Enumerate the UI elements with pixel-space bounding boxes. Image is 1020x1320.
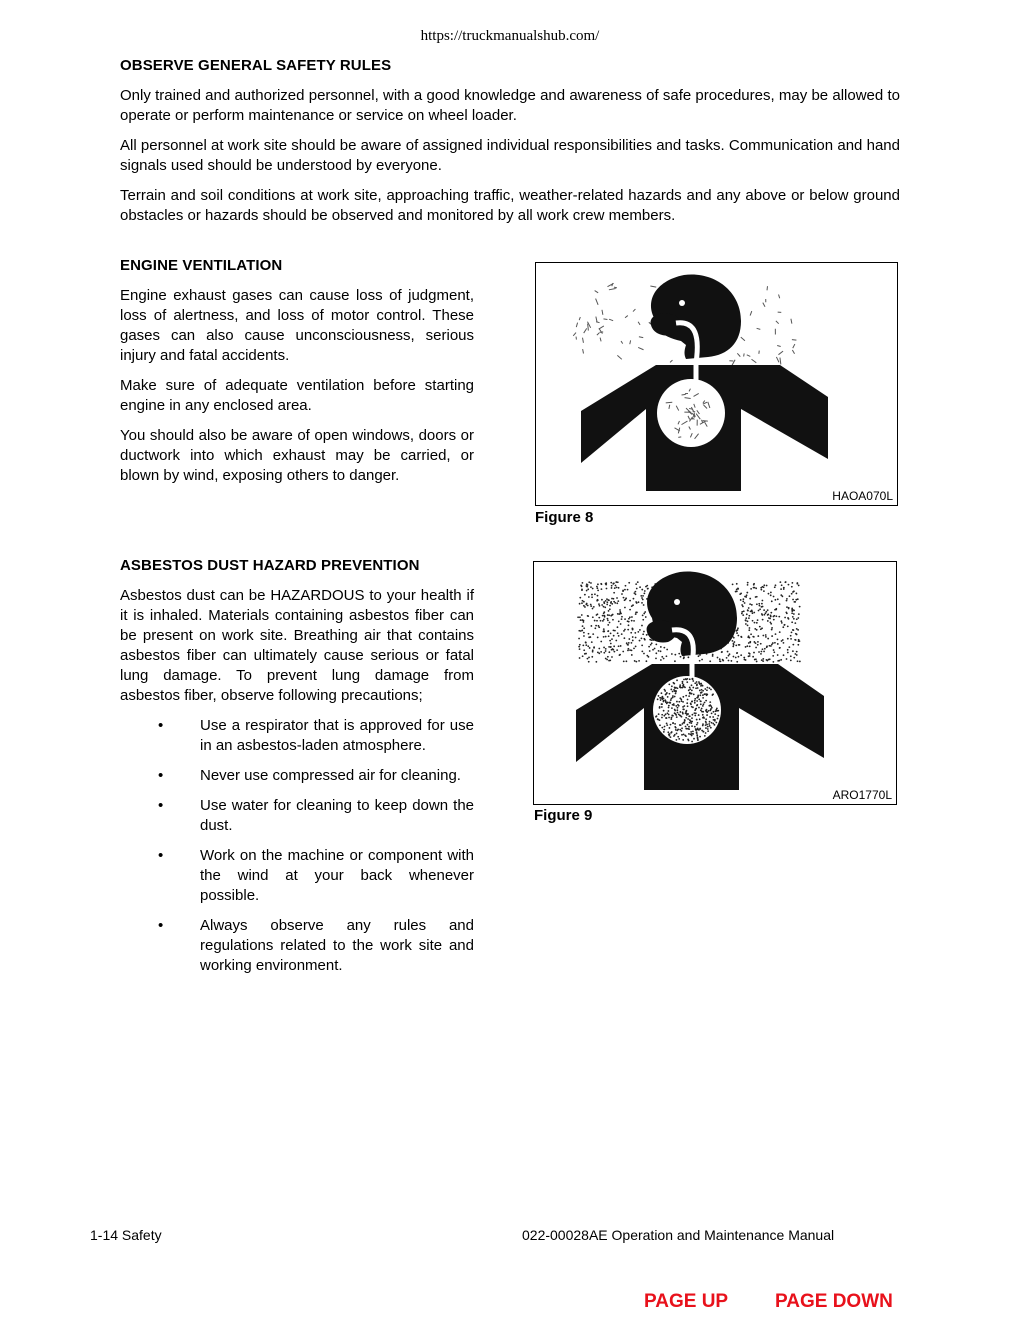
figure-9 xyxy=(533,561,897,805)
section-title: ASBESTOS DUST HAZARD PREVENTION xyxy=(120,557,420,574)
paragraph: Asbestos dust can be HAZARDOUS to your health if it is inhaled. Materials containing asbestos fiber can be present on work site. Breathing air that contains asbestos fiber can ultimately cause serious or fatal lung damage. To prevent lung damage from asbestos fiber, observe following precautions; xyxy=(120,587,474,704)
list-item xyxy=(120,796,474,836)
list-item-text: Use water for cleaning to keep down the dust. xyxy=(200,797,474,834)
bullet-icon: • xyxy=(158,717,164,734)
paragraph: Only trained and authorized personnel, with a good knowledge and awareness of safe procedures, may be allowed to operate or perform maintenance or service on wheel loader. xyxy=(120,87,900,124)
asbestos-dust-inhalation-icon xyxy=(534,562,896,804)
section-asbestos xyxy=(120,557,474,976)
list-item-text: Never use compressed air for cleaning. xyxy=(200,767,461,784)
figure-code: HAOA070L xyxy=(832,489,893,503)
list-item xyxy=(120,766,474,786)
paragraph: Make sure of adequate ventilation before starting engine in any enclosed area. xyxy=(120,377,474,414)
list-item-text: Use a respirator that is approved for use in an asbestos-laden atmosphere. xyxy=(200,717,474,754)
section-title: OBSERVE GENERAL SAFETY RULES xyxy=(120,57,392,74)
list-item-text: Work on the machine or component with the wind at your back whenever possible. xyxy=(200,847,474,904)
section-engine-ventilation xyxy=(120,257,474,486)
bullet-icon: • xyxy=(158,847,164,864)
list-item xyxy=(120,916,474,976)
page-down-link[interactable]: PAGE DOWN xyxy=(775,1291,893,1312)
figure-code: ARO1770L xyxy=(832,788,892,802)
paragraph: Terrain and soil conditions at work site, approaching traffic, weather-related hazards and any above or below ground obstacles or hazards should be observed and monitored by all work crew members. xyxy=(120,187,900,224)
list-item xyxy=(120,846,474,906)
figure-caption: Figure 9 xyxy=(534,807,593,824)
section-general-safety xyxy=(120,57,900,226)
paragraph: Engine exhaust gases can cause loss of judgment, loss of alertness, and loss of motor control. These gases can also cause unconsciousness, serious injury and fatal accidents. xyxy=(120,287,474,364)
paragraph: You should also be aware of open windows, doors or ductwork into which exhaust may be carried, or blown by wind, exposing others to danger. xyxy=(120,427,474,484)
exhaust-gas-inhalation-icon xyxy=(536,263,897,505)
bullet-icon: • xyxy=(158,767,164,784)
paragraph: All personnel at work site should be aware of assigned individual responsibilities and tasks. Communication and hand signals used should be understood by everyone. xyxy=(120,137,900,174)
bullet-icon: • xyxy=(158,917,164,934)
list-item xyxy=(120,716,474,756)
footer-section: 1-14 Safety xyxy=(90,1227,162,1243)
list-item-text: Always observe any rules and regulations related to the work site and working environment. xyxy=(200,917,474,974)
source-url: https://truckmanualshub.com/ xyxy=(420,28,600,44)
figure-caption: Figure 8 xyxy=(535,509,594,526)
footer-manual-title: 022-00028AE Operation and Maintenance Manual xyxy=(522,1227,835,1243)
bullet-icon: • xyxy=(158,797,164,814)
page-up-link[interactable]: PAGE UP xyxy=(644,1291,729,1312)
section-title: ENGINE VENTILATION xyxy=(120,257,283,274)
figure-8 xyxy=(535,262,898,506)
